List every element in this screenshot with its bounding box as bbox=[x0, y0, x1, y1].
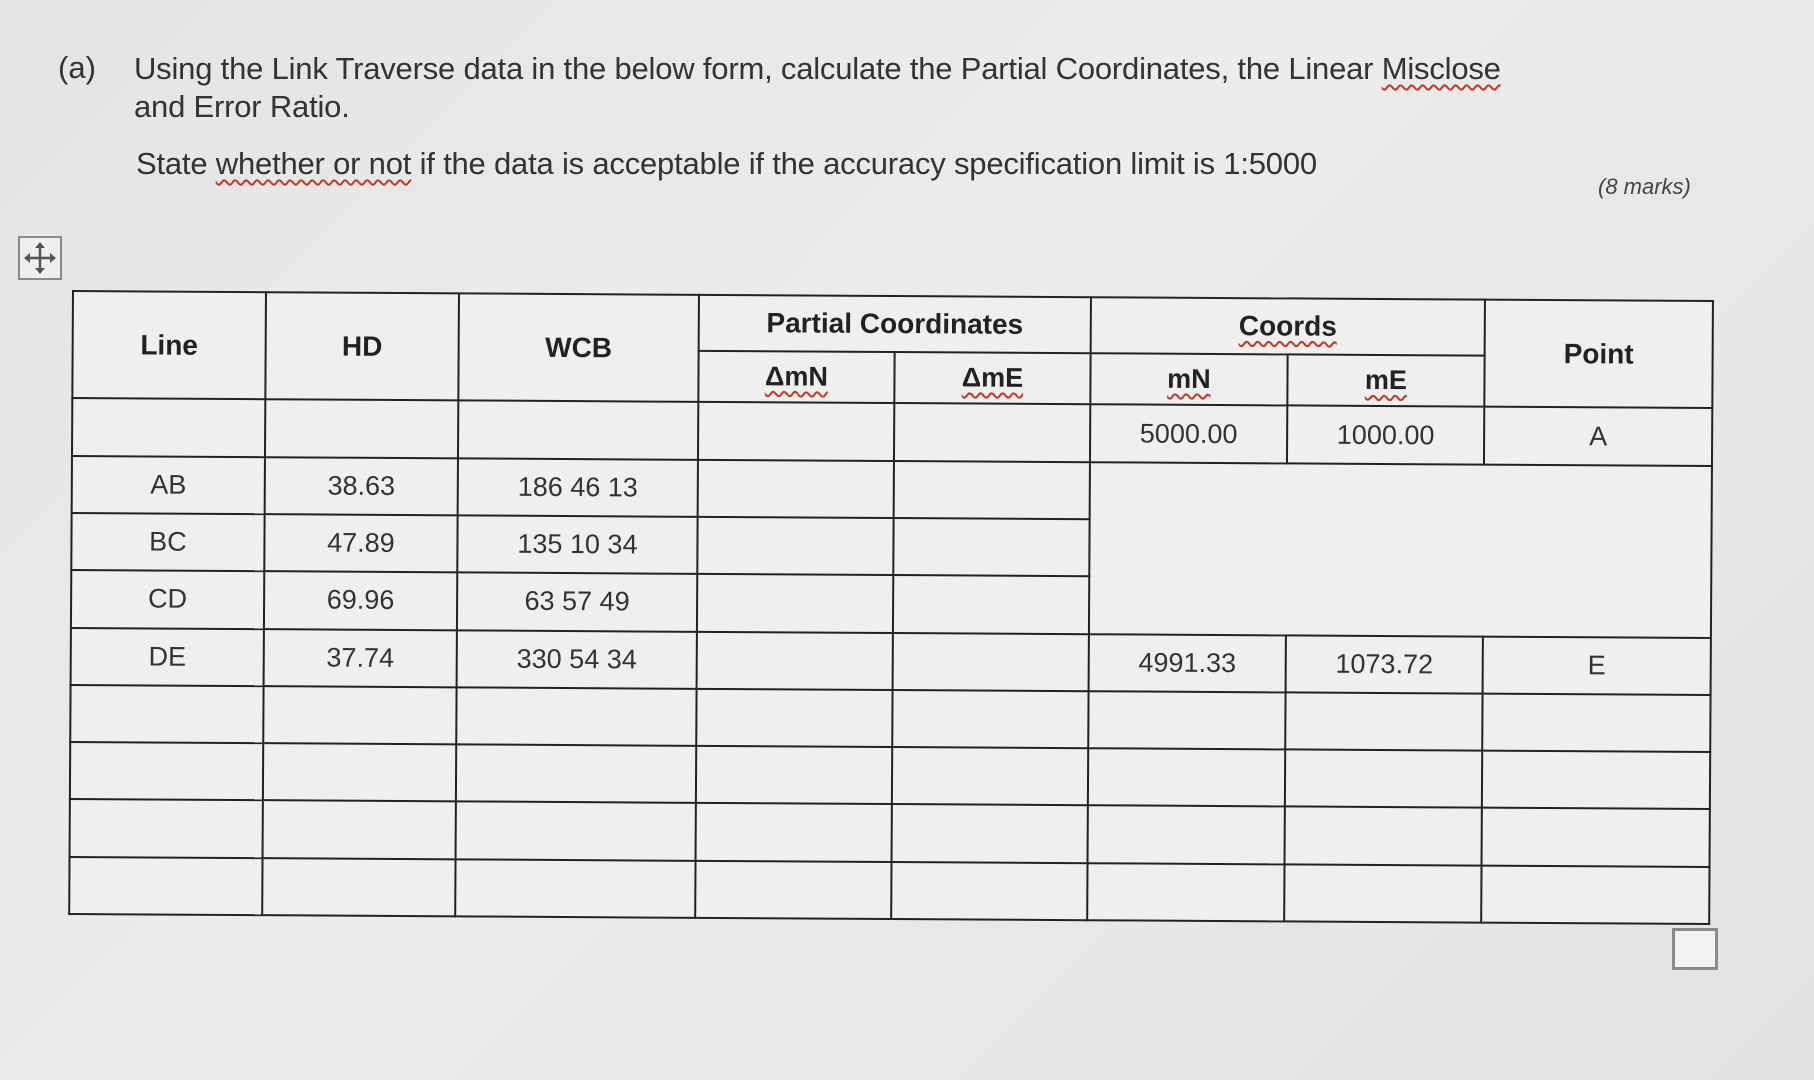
cell-empty[interactable] bbox=[263, 686, 456, 744]
cell-empty[interactable] bbox=[262, 858, 455, 917]
delta-me-cell[interactable] bbox=[893, 575, 1089, 633]
me-label: mE bbox=[1364, 365, 1408, 396]
header-partial-coordinates: Partial Coordinates bbox=[699, 295, 1091, 354]
table-move-handle[interactable] bbox=[18, 236, 62, 280]
wcb-cell: 135 10 34 bbox=[457, 515, 697, 574]
delta-me-cell[interactable] bbox=[893, 633, 1089, 691]
cell-empty[interactable] bbox=[455, 859, 695, 918]
cell-empty[interactable] bbox=[891, 862, 1087, 921]
cell-empty[interactable] bbox=[1284, 864, 1481, 923]
table-row-blank bbox=[70, 742, 1710, 809]
cell-empty[interactable] bbox=[894, 403, 1090, 461]
line-cell: DE bbox=[71, 628, 264, 686]
wcb-cell: 63 57 49 bbox=[457, 573, 697, 632]
cell-empty[interactable] bbox=[456, 744, 696, 803]
cell-empty[interactable] bbox=[1285, 692, 1482, 750]
table-row-blank bbox=[70, 685, 1710, 752]
cell-empty[interactable] bbox=[696, 746, 892, 804]
cell-empty[interactable] bbox=[456, 687, 696, 746]
cell-empty[interactable] bbox=[70, 685, 263, 743]
merged-blank-block bbox=[1089, 462, 1712, 638]
cell-empty[interactable] bbox=[1285, 749, 1482, 807]
cell-empty[interactable] bbox=[1088, 806, 1285, 864]
question-instruction bbox=[136, 146, 1317, 182]
question-label: (a) bbox=[58, 50, 96, 85]
delta-me-label: ΔmE bbox=[961, 362, 1024, 394]
header-wcb: WCB bbox=[458, 293, 699, 402]
cell-empty[interactable] bbox=[1087, 863, 1284, 922]
start-mn-cell: 5000.00 bbox=[1090, 405, 1287, 463]
whether-or-not-phrase: whether or not bbox=[215, 146, 412, 181]
cell-empty[interactable] bbox=[1482, 693, 1710, 752]
delta-mn-cell[interactable] bbox=[698, 459, 894, 517]
cell-empty[interactable] bbox=[72, 398, 265, 456]
table-row-blank bbox=[70, 799, 1710, 866]
cell-empty[interactable] bbox=[265, 400, 458, 458]
cell-empty[interactable] bbox=[1481, 865, 1709, 924]
header-delta-mn bbox=[698, 351, 894, 403]
cell-empty[interactable] bbox=[1088, 691, 1285, 749]
header-mn bbox=[1090, 353, 1287, 405]
table-row-start bbox=[72, 398, 1712, 465]
hd-cell: 37.74 bbox=[264, 629, 457, 687]
table-row-blank bbox=[69, 857, 1709, 924]
delta-mn-label: ΔmN bbox=[764, 361, 829, 392]
header-line: Line bbox=[72, 291, 266, 400]
cell-empty[interactable] bbox=[892, 690, 1088, 748]
cell-empty[interactable] bbox=[70, 799, 263, 857]
header-hd: HD bbox=[265, 292, 459, 401]
cell-empty[interactable] bbox=[892, 804, 1088, 862]
table-row bbox=[72, 456, 1712, 523]
cell-empty[interactable] bbox=[696, 803, 892, 861]
traverse-table bbox=[68, 290, 1714, 925]
hd-cell: 69.96 bbox=[264, 571, 457, 629]
mn-label: mN bbox=[1167, 364, 1211, 395]
delta-mn-cell[interactable] bbox=[697, 574, 893, 632]
traverse-table-wrapper bbox=[68, 290, 1712, 925]
instruction-post: if the data is acceptable if the accuracy specification limit is 1:5000 bbox=[411, 146, 1317, 181]
end-me-cell: 1073.72 bbox=[1286, 635, 1483, 693]
coords-label: Coords bbox=[1238, 310, 1337, 342]
cell-empty[interactable] bbox=[70, 742, 263, 800]
cell-empty[interactable] bbox=[1088, 748, 1285, 806]
end-mn-cell: 4991.33 bbox=[1089, 634, 1286, 692]
start-point-cell: A bbox=[1484, 407, 1712, 466]
cell-empty[interactable] bbox=[892, 747, 1088, 805]
cell-empty[interactable] bbox=[1285, 807, 1482, 865]
cell-empty[interactable] bbox=[1482, 808, 1710, 867]
cell-empty[interactable] bbox=[458, 401, 698, 460]
cell-empty[interactable] bbox=[456, 802, 696, 861]
header-me bbox=[1287, 355, 1484, 407]
hd-cell: 47.89 bbox=[264, 514, 457, 572]
cell-empty[interactable] bbox=[696, 689, 892, 747]
question-line1: Using the Link Traverse data in the below form, calculate the Partial Coordinates, the Linear bbox=[134, 51, 1382, 86]
cell-empty[interactable] bbox=[263, 801, 456, 859]
hd-cell: 38.63 bbox=[265, 457, 458, 515]
line-cell: CD bbox=[71, 570, 264, 628]
move-arrows-icon bbox=[23, 241, 57, 275]
header-coords bbox=[1091, 297, 1485, 356]
line-cell: BC bbox=[71, 513, 264, 571]
cell-empty[interactable] bbox=[695, 860, 891, 919]
header-delta-me bbox=[894, 352, 1090, 404]
end-point-cell: E bbox=[1483, 636, 1711, 695]
cell-empty[interactable] bbox=[698, 402, 894, 460]
marks-label: (8 marks) bbox=[1598, 174, 1691, 199]
misclose-word: Misclose bbox=[1381, 51, 1501, 86]
delta-mn-cell[interactable] bbox=[697, 631, 893, 689]
table-resize-handle[interactable] bbox=[1672, 928, 1718, 970]
delta-me-cell[interactable] bbox=[894, 461, 1090, 519]
wcb-cell: 186 46 13 bbox=[458, 458, 698, 517]
wcb-cell: 330 54 34 bbox=[457, 630, 697, 689]
instruction-pre: State bbox=[136, 146, 216, 181]
line-cell: AB bbox=[72, 456, 265, 514]
question-text bbox=[134, 50, 1634, 126]
cell-empty[interactable] bbox=[69, 857, 262, 916]
cell-empty[interactable] bbox=[263, 743, 456, 801]
cell-empty[interactable] bbox=[1482, 751, 1710, 810]
question-line2: and Error Ratio. bbox=[134, 89, 350, 124]
header-point: Point bbox=[1484, 300, 1713, 409]
start-me-cell: 1000.00 bbox=[1287, 406, 1484, 464]
delta-mn-cell[interactable] bbox=[697, 517, 893, 575]
delta-me-cell[interactable] bbox=[893, 518, 1089, 576]
table-row bbox=[71, 628, 1711, 695]
